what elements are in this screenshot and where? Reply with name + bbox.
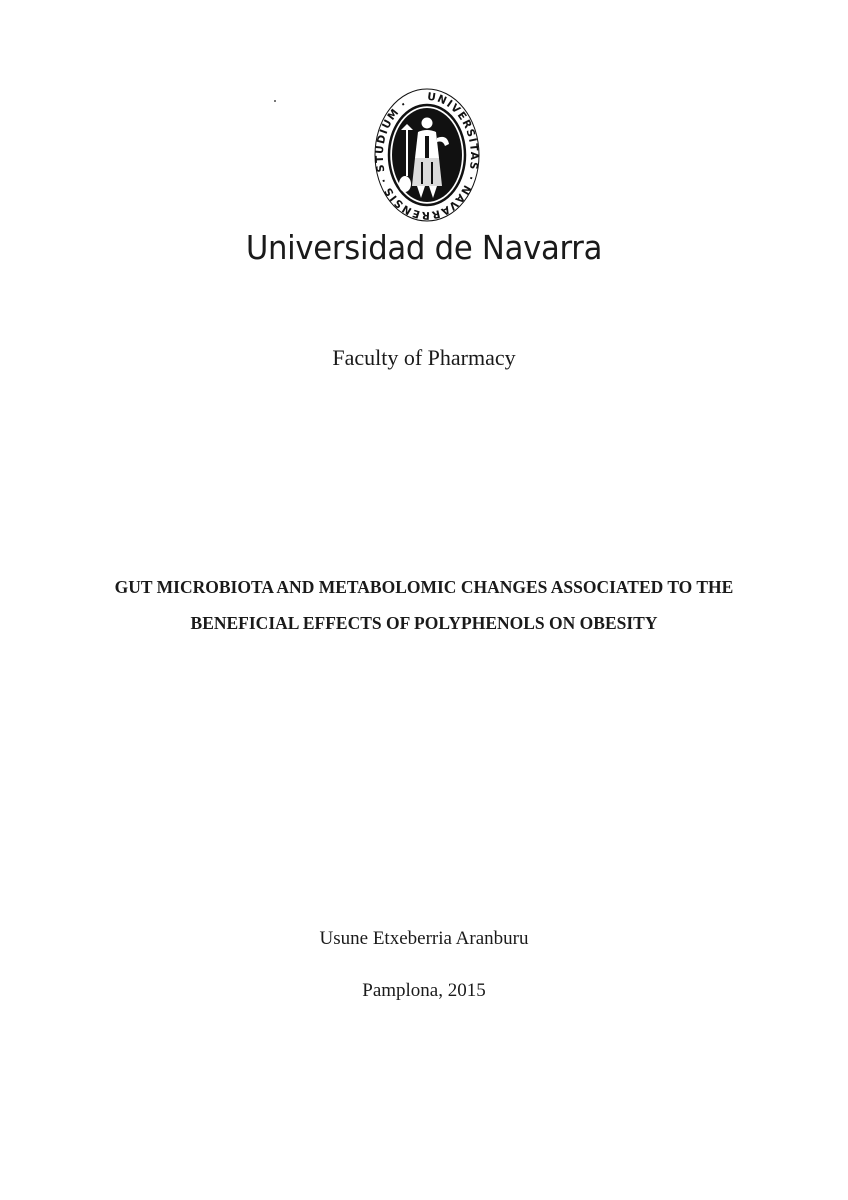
faculty-name: Faculty of Pharmacy (332, 345, 516, 370)
thesis-title-line: BENEFICIAL EFFECTS OF POLYPHENOLS ON OBESITY (190, 613, 658, 633)
scan-speck (274, 100, 276, 102)
thesis-title-line: GUT MICROBIOTA AND METABOLOMIC CHANGES ASSOCIATED TO THE (114, 577, 734, 597)
place-and-year: Pamplona, 2015 (362, 980, 486, 1001)
university-name: Universidad de Navarra (245, 228, 603, 267)
thesis-title (60, 569, 788, 641)
svg-text:UNIVERSITAS · NAVARRENSIS · ST: UNIVERSITAS · NAVARRENSIS · STUDIUM · (373, 90, 480, 222)
university-seal-logo (371, 86, 483, 224)
author-name: Usune Etxeberria Aranburu (319, 928, 529, 949)
